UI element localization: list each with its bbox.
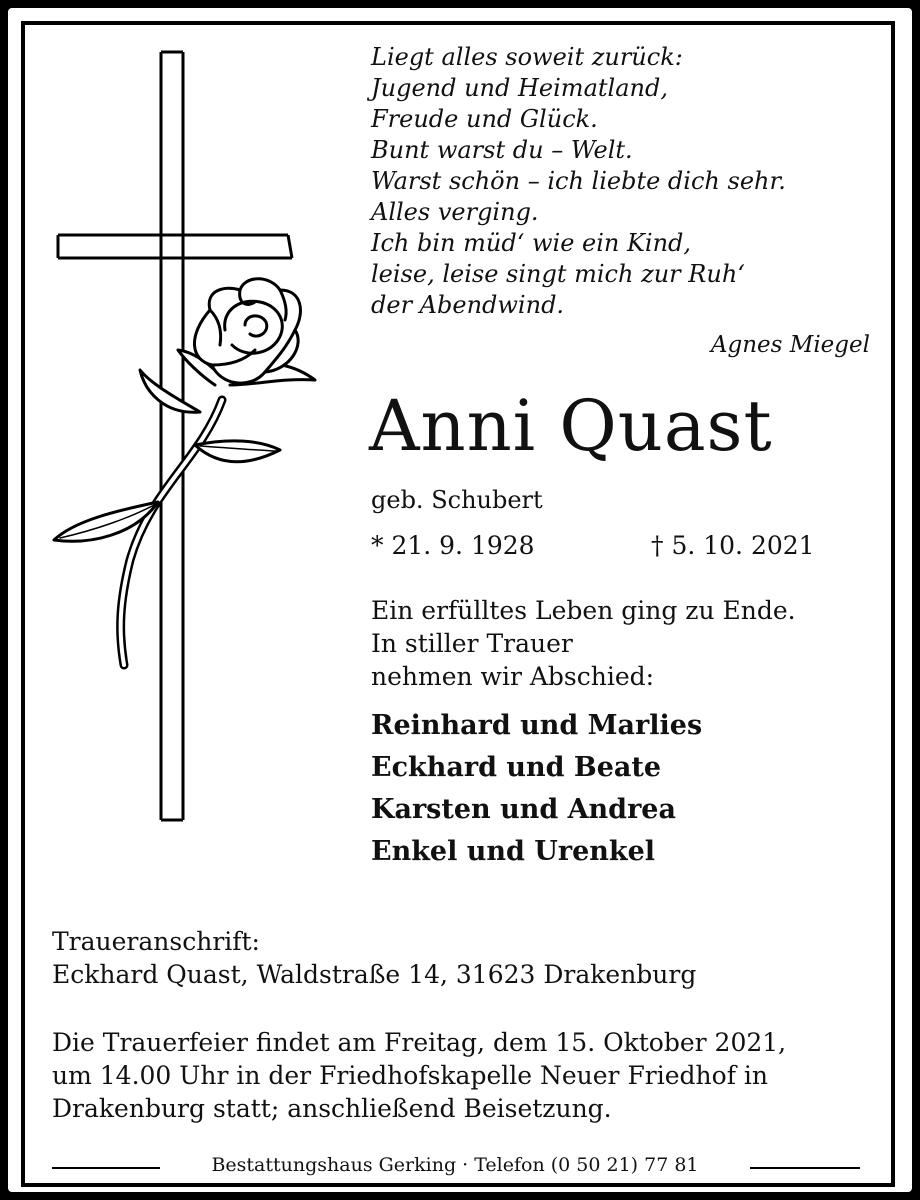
poem [371,42,891,321]
intro-line: In stiller Trauer [371,629,573,658]
poem-line: Bunt warst du – Welt. [371,136,633,164]
funeral-service-info [52,1026,882,1125]
poem-line: Ich bin müd‘ wie ein Kind, [371,229,692,257]
deceased-name: Anni Quast [369,385,773,467]
intro-line: Ein erfülltes Leben ging zu Ende. [371,596,796,625]
mourning-address [52,925,882,991]
poem-line: Warst schön – ich liebte dich sehr. [371,167,786,195]
mourner-entry: Karsten und Andrea [371,794,676,825]
service-line: Drakenburg statt; anschließend Beisetzung. [52,1094,612,1123]
birth-date: * 21. 9. 1928 [371,531,535,560]
poem-line: der Abendwind. [371,291,565,319]
poem-line: Jugend und Heimatland, [371,74,668,102]
mourners-list [371,705,702,873]
poem-line: Freude und Glück. [371,105,598,133]
funeral-home-footer: Bestattungshaus Gerking · Telefon (0 50 21) 77 81 [160,1154,750,1176]
poem-author: Agnes Miegel [710,332,870,358]
service-line: um 14.00 Uhr in der Friedhofskapelle Neuer Friedhof in [52,1061,768,1090]
poem-line: leise, leise singt mich zur Ruh‘ [371,260,745,288]
mourner-entry: Eckhard und Beate [371,752,662,783]
address-value: Eckhard Quast, Waldstraße 14, 31623 Drakenburg [52,960,697,989]
death-date: † 5. 10. 2021 [651,531,815,560]
cross-with-rose-illustration [40,40,330,840]
farewell-intro [371,594,891,693]
maiden-name: geb. Schubert [371,486,543,514]
address-label: Traueranschrift: [52,927,260,956]
mourner-entry: Enkel und Urenkel [371,836,656,867]
mourner-entry: Reinhard und Marlies [371,710,703,741]
poem-line: Alles verging. [371,198,539,226]
intro-line: nehmen wir Abschied: [371,662,655,691]
poem-line: Liegt alles soweit zurück: [371,43,683,71]
service-line: Die Trauerfeier findet am Freitag, dem 15. Oktober 2021, [52,1028,787,1057]
cross-icon [58,52,292,820]
